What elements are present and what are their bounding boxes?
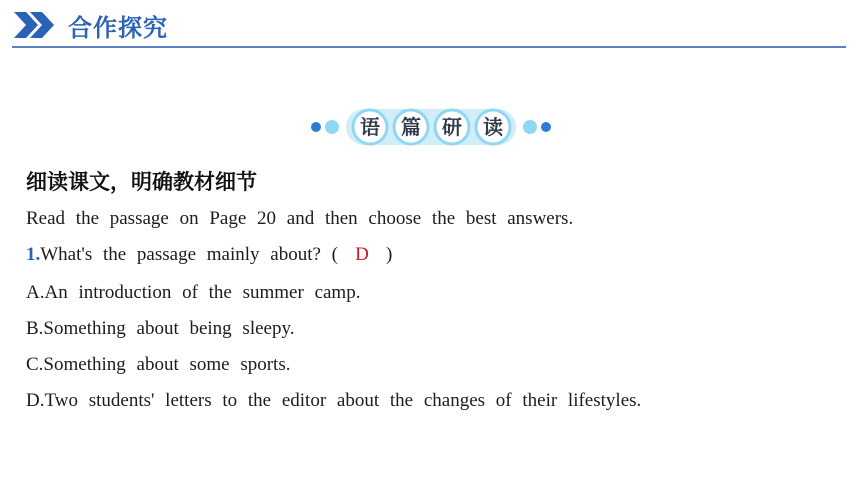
header-title: 合作探究	[68, 14, 168, 42]
header-bar	[0, 0, 860, 52]
section-badge	[308, 106, 554, 148]
option-d: D.Two students' letters to the editor about the changes of their lifestyles.	[26, 390, 642, 411]
badge-char: 研	[442, 115, 462, 139]
question-number: 1.	[26, 244, 41, 265]
badge-char: 篇	[401, 115, 421, 139]
option-c: C.Something about some sports.	[26, 354, 291, 375]
option-b: B.Something about being sleepy.	[26, 318, 295, 339]
header-divider	[12, 46, 846, 48]
instruction-text: Read the passage on Page 20 and then choose the best answers.	[26, 208, 574, 229]
question-close: )	[386, 244, 393, 265]
question-text: What's the passage mainly about? (	[40, 244, 339, 265]
option-a: A.An introduction of the summer camp.	[26, 282, 361, 303]
answer-text: D	[355, 244, 369, 265]
double-chevron-right-icon	[12, 10, 58, 40]
badge-char: 语	[360, 115, 380, 139]
badge-char: 读	[483, 115, 503, 139]
question-line	[26, 244, 392, 266]
section-title: 细读课文，明确教材细节	[26, 170, 257, 194]
